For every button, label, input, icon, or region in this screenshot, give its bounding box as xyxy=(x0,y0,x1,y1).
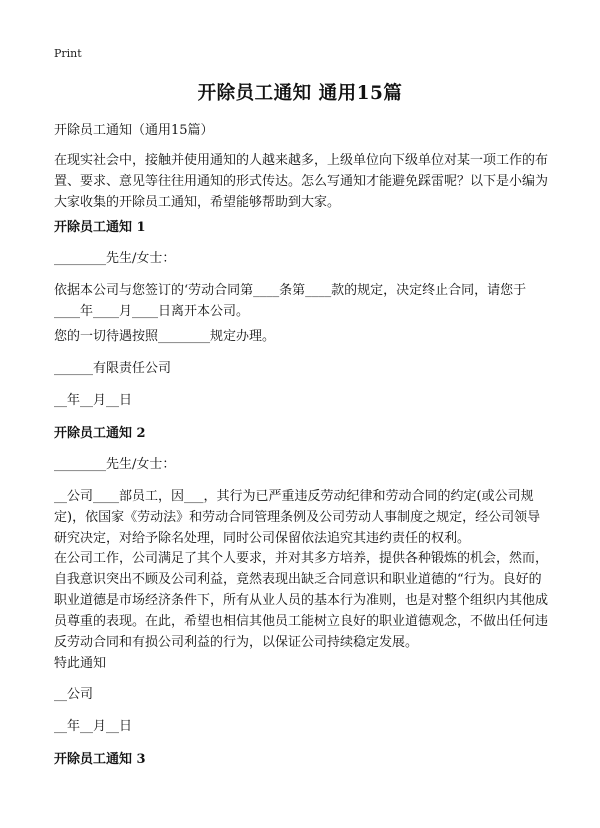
section-2-company: __公司 xyxy=(54,687,94,702)
section-heading-3: 开除员工通知 3 xyxy=(54,752,146,767)
section-2-body-1: __公司____部员工，因___，其行为已严重违反劳动纪律和劳动合同的约定(或公司规定)，依国家《劳动法》和劳动合同管理条例及公司劳动人事制度之规定，经公司领导研究决定，对给予除名处理，同时公司保留依法追究其违约责任的权利。 xyxy=(54,489,541,546)
section-heading-2: 开除员工通知 2 xyxy=(54,426,146,441)
print-label: Print xyxy=(54,47,82,60)
section-2-notice: 特此通知 xyxy=(54,656,107,671)
document-subtitle: 开除员工通知（通用15篇） xyxy=(54,123,214,138)
salutation-2: ________先生/女士： xyxy=(54,457,176,472)
intro-paragraph: 在现实社会中，接触并使用通知的人越来越多，上级单位向下级单位对某一项工作的布置、要求、意见等往往用通知的形式传达。怎么写通知才能避免踩雷呢？以下是小编为大家收集的开除员工通知，希望能够帮助到大家。 xyxy=(54,153,549,210)
section-1-body: 依据本公司与您签订的‘劳动合同第____条第____款的规定，决定终止合同，请您于____年____月____日离开本公司。 xyxy=(54,283,527,319)
section-heading-1: 开除员工通知 1 xyxy=(54,220,146,235)
section-2-date: __年__月__日 xyxy=(54,719,133,734)
section-2-body-2: 在公司工作，公司满足了其个人要求，并对其多方培养，提供各种锻炼的机会，然而，自我意识突出不顾及公司利益，竟然表现出缺乏合同意识和职业道德的“行为。良好的职业道德是市场经济条件下，所有从业人员的基本行为准则，也是对整个组织内其他成员尊重的表现。在此，希望也相信其他员工能树立良好的职业道德观念，不做出任何违反劳动合同和有损公司利益的行为，以保证公司持续稳定发展。 xyxy=(54,551,549,650)
document-title: 开除员工通知 通用15篇 xyxy=(197,83,403,104)
section-1-company: ______有限责任公司 xyxy=(54,361,172,376)
section-1-date: __年__月__日 xyxy=(54,393,133,408)
salutation-1: ________先生/女士： xyxy=(54,251,176,266)
section-1-treatment: 您的一切待遇按照________规定办理。 xyxy=(54,329,276,344)
